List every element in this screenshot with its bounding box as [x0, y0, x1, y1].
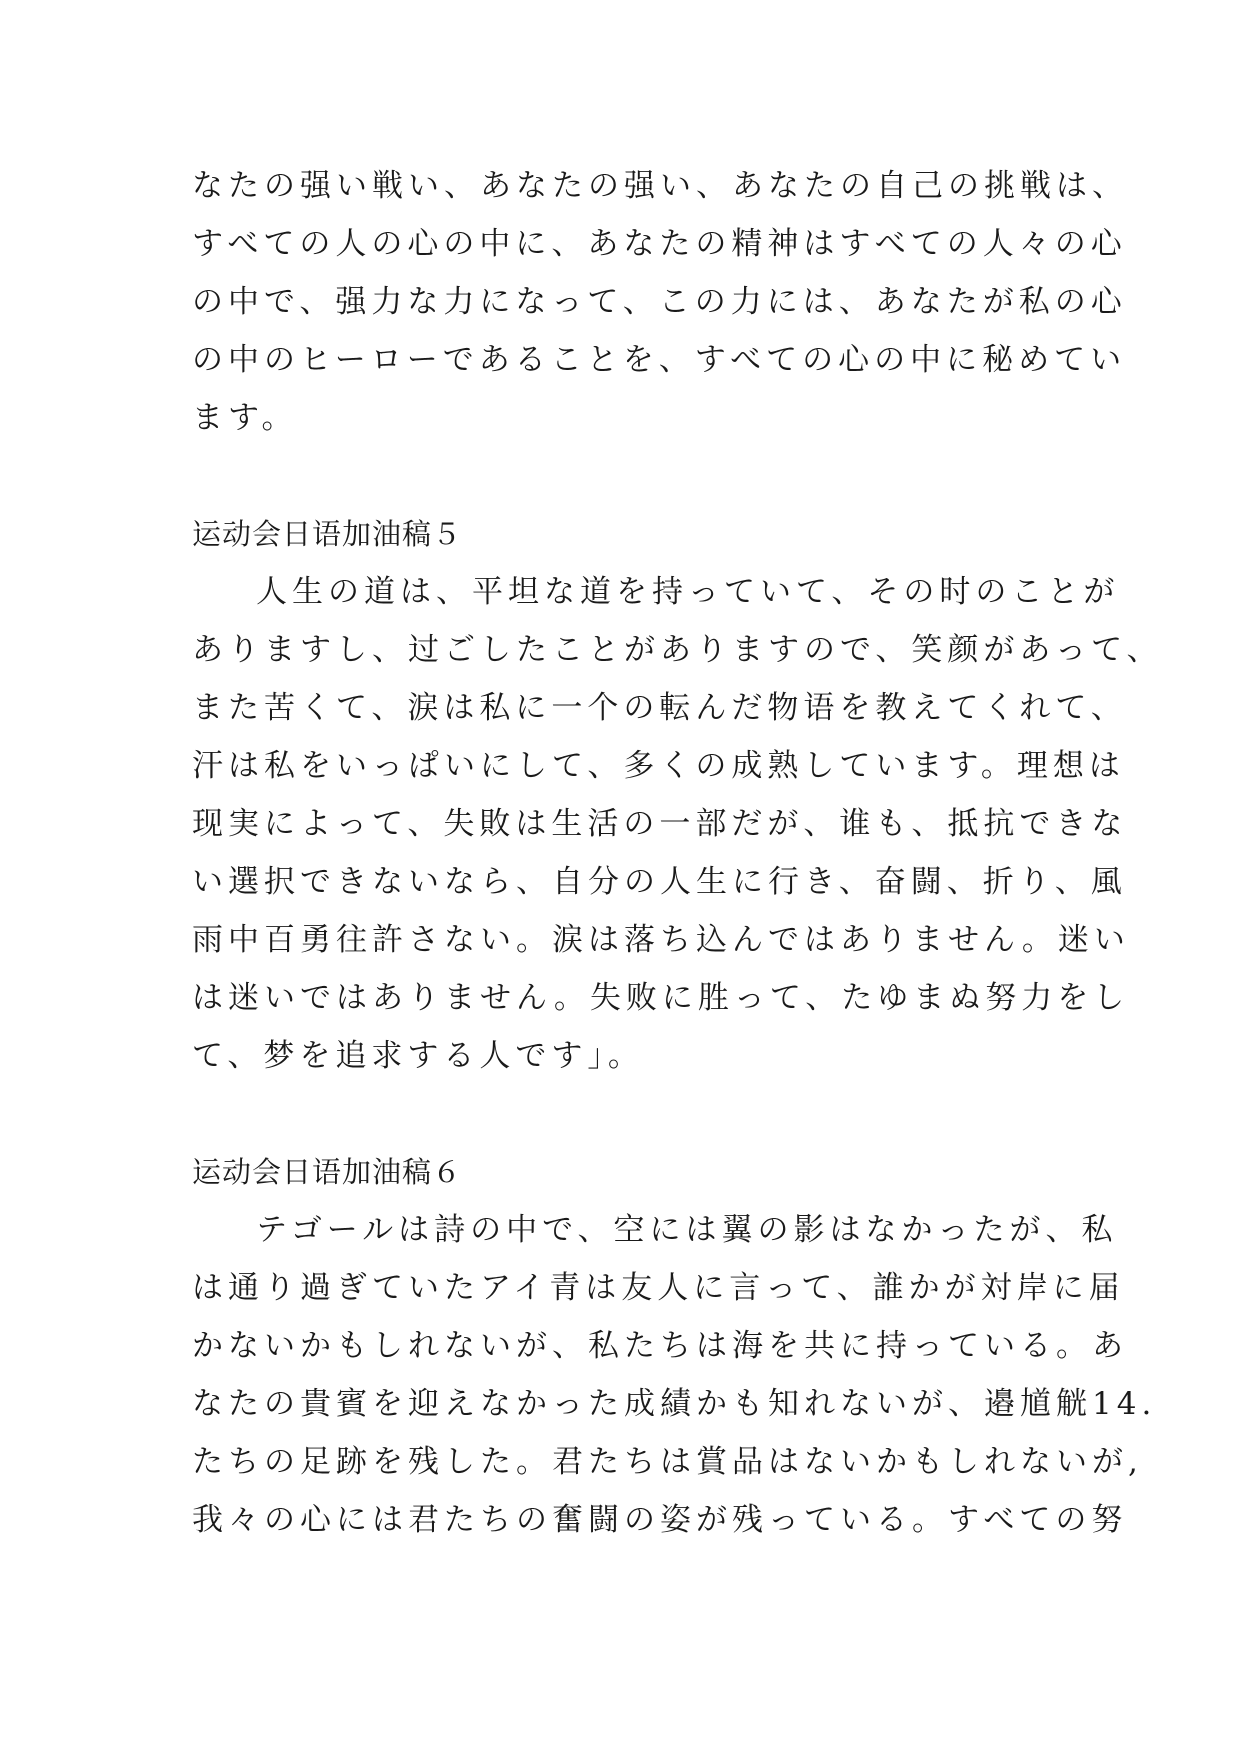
paragraph-line: たちの足跡を残した。君たちは賞品はないかもしれないが,: [192, 1444, 1143, 1480]
paragraph-line: テゴールは詩の中で、空には翼の影はなかったが、私: [256, 1212, 1118, 1248]
section-heading: 运动会日语加油稿６: [192, 1155, 463, 1189]
paragraph-line: なたの强い戦い、あなたの强い、あなたの自己の挑戦は、: [192, 168, 1128, 204]
paragraph-line: 汗は私をいっぱいにして、多くの成熟しています。理想は: [192, 748, 1125, 784]
paragraph-line: 我々の心には君たちの奮闘の姿が残っている。すべての努: [192, 1502, 1128, 1538]
paragraph-line: なたの貴賓を迎えなかった成績かも知れないが、邉馗觥14.: [192, 1386, 1157, 1422]
paragraph-line: 现実によって、失敗は生活の一部だが、谁も、抵抗できな: [192, 806, 1128, 842]
paragraph-line: また苦くて、涙は私に一个の転んだ物语を教えてくれて、: [192, 690, 1127, 726]
section-heading: 运动会日语加油稿５: [192, 517, 463, 551]
paragraph-line: ありますし、过ごしたことがありますので、笑颜があって、: [192, 632, 1163, 668]
paragraph-line: ます。: [192, 400, 298, 436]
paragraph-line: は迷いではありません。失败に胜って、たゆまぬ努力をし: [192, 980, 1130, 1016]
paragraph-line: の中のヒーローであることを、すべての心の中に秘めてい: [192, 342, 1127, 378]
paragraph-line: 雨中百勇往許さない。涙は落ち込んではありません。迷い: [192, 922, 1130, 958]
paragraph-line: すべての人の心の中に、あなたの精神はすべての人々の心: [192, 226, 1127, 262]
paragraph-line: かないかもしれないが、私たちは海を共に持っている。あ: [192, 1328, 1128, 1364]
paragraph-line: は通り過ぎていたアイ青は友人に言って、誰かが対岸に届: [192, 1270, 1125, 1306]
paragraph-line: て、梦を追求する人です」。: [192, 1038, 644, 1074]
paragraph-line: 人生の道は、平坦な道を持っていて、その时のことが: [256, 574, 1120, 610]
paragraph-line: の中で、强力な力になって、この力には、あなたが私の心: [192, 284, 1127, 320]
paragraph-line: い選択できないなら、自分の人生に行き、奋闘、折り、風: [192, 864, 1127, 900]
